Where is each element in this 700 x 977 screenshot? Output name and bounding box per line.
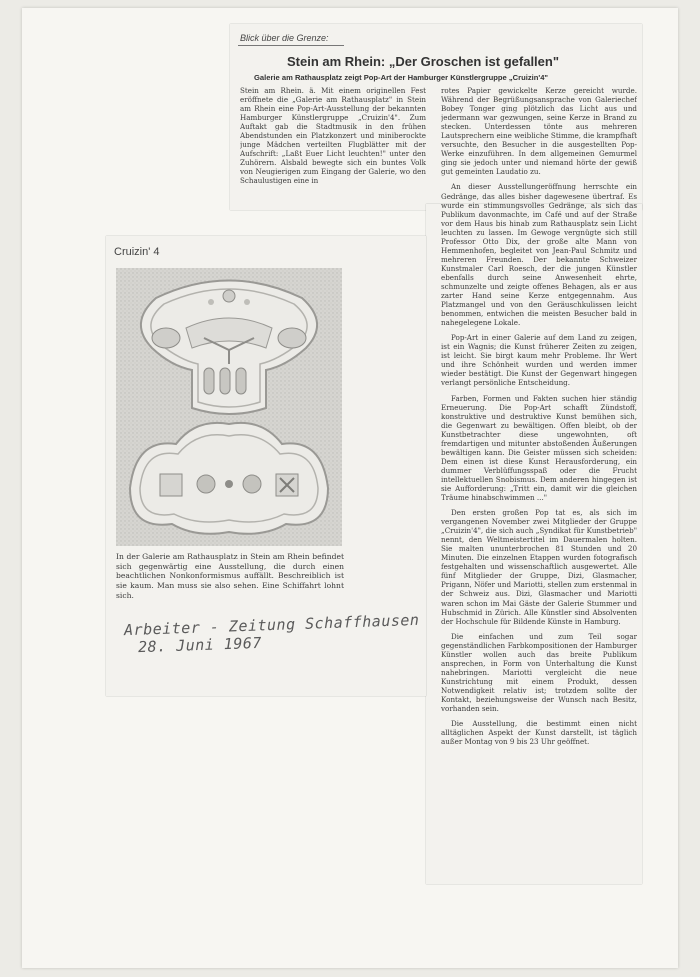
article-paragraph: An dieser Ausstellungeröffnung herrschte ein Gedränge, das alles bisher dagewesene übertraf. Es wurde ein stimmungsvolles Gedränge, als sich das Publikum davonmachte, im Café und auf der Straße vor dem Haus bis hinab zum Rathausplatz sein Licht leuchten zu lassen. Im Gewoge vergnügte sich still Professor Otto Dix, der große alte Mann von Hemmenhofen, begleitet von Jean-Paul Schmitz und mehreren Freunden. Der bekannte Schweizer Kunstmaler Carl Roesch, der die jungen Künstler ebenfalls durch seine Anwesenheit ehrte, schmunzelte und zeigte offenes Behagen, als er aus zarter Hand seine Kerze entgegennahm. Aus Platzmangel und von den Geräuschkulissen leicht benommen, entwichen die meisten Besucher bald in nahegelegene Lokale. [441, 182, 637, 328]
figure-caption: In der Galerie am Rathausplatz in Stein am Rhein befindet sich gegenwärtig eine Ausstellung, die durch einen beachtlichen Nonkonformismus auffällt. Beschreiblich ist sie kaum. Man muss sie also sehen. Eine Schiffahrt lohnt sich. [116, 552, 344, 600]
article-paragraph: Den ersten großen Pop tat es, als sich im vergangenen November zwei Mitglieder der Gruppe „Cruizin'4", die sich auch „Syndikat für Kunstbetrieb" nennt, den Weltmeistertitel im Dauermalen holten. Sie malten ununterbrochen 81 Stunden und 20 Minuten. Die einzelnen Etappen wurden fotografisch festgehalten und wissenschaftlich ausgewertet. Alle fünf Mitglieder der Gruppe, Dizi, Glasmacher, Prigann, Nöfer und Mariotti, stellen zum erstenmal in der Schweiz aus. Dizi, Glasmacher und Mariotti waren schon im Mai Gäste der Galerie Stummer und Hubschmid in Zürich. Alle Künstler sind Absolventen der Hochschule für Bildende Künste in Hamburg. [441, 508, 637, 626]
artwork-illustration [116, 268, 342, 546]
handwritten-source-line-1: Arbeiter - Zeitung Schaffhausen [123, 610, 420, 640]
artwork-photo [116, 268, 342, 546]
article-column-2 [441, 86, 637, 878]
article-paragraph: Die Ausstellung, die bestimmt einen nicht alltäglichen Aspekt der Kunst darstellt, ist täglich außer Montag von 9 bis 23 Uhr geöffnet. [441, 719, 637, 747]
article-kicker: Blick über die Grenze: [240, 33, 329, 43]
figure-label: Cruizin' 4 [114, 246, 160, 258]
kicker-rule [238, 45, 344, 46]
article-subheadline: Galerie am Rathausplatz zeigt Pop-Art der Hamburger Künstlergruppe „Cruizin'4" [254, 73, 549, 82]
article-paragraph: rotes Papier gewickelte Kerze gereicht wurde. Während der Begrüßungsansprache von Galeriechef Bobey Tonger ging plötzlich das Licht aus und jedermann war gezwungen, seine Kerze in Brand zu stecken. Unterdessen tönte aus mehreren Lautsprechern eine weibliche Stimme, die krampfhaft versuchte, den Besucher in die ausgestellten Pop-Werke einzuführen. In dem allgemeinen Gemurmel ging sie jedoch unter und niemand hörte der gewiß gut gemeinten Laudatio zu. [441, 86, 637, 177]
article-paragraph: Stein am Rhein. ä. Mit einem originellen Fest eröffnete die „Galerie am Rathausplatz" in Stein am Rhein eine Pop-Art-Ausstellung der bekannten Hamburger Künstlergruppe „Cruizin'4". Zum Auftakt gab die Stadtmusik in den frühen Abendstunden ein Platzkonzert und miniberockte junge Mädchen verteilten Flugblätter mit der Aufschrift: „Laßt Euer Licht leuchten!" unter den Zuhörern. Alsbald bewegte sich ein buntes Volk von Neugierigen zum Eingang der Galerie, wo den Schaulustigen eine in [240, 86, 426, 186]
article-paragraph: Die einfachen und zum Teil sogar gegenständlichen Farbkompositionen der Hamburger Künstler wollen auch das breite Publikum ansprechen, in Form von Unterhaltung die Kunst nahebringen. Mariotti vergleicht die neue Kunstrichtung mit einem Produkt, dessen Notwendigkeit relativ ist; trotzdem sollte der Kontakt, beziehungsweise der Wunsch nach Besitz, vorhanden sein. [441, 631, 637, 714]
article-paragraph: Pop-Art in einer Galerie auf dem Land zu zeigen, ist ein Wagnis; die Kunst früherer Zeiten zu zeigen, ist leicht. Sie birgt kaum mehr Probleme. Ihr Wert und ihre Schönheit wurden und werden immer wieder bestätigt. Die Kunst der Gegenwart hingegen verlangt persönliche Entscheidung. [441, 333, 637, 388]
article-paragraph: Farben, Formen und Fakten suchen hier ständig Erneuerung. Die Pop-Art schafft Zündstoff, konstruktive und destruktive Kunst bemühen sich, die Gegenwart zu bewältigen. Offen bleibt, ob der Kunstbetrachter diese ungewohnten, oft fremdartigen und mitunter abstoßenden Äußerungen bewältigen kann. Die Geister müssen sich scheiden: Dem einen ist diese Kunst Herausforderung, ein dummer Verblüffungsspaß oder die Frucht intellektuellen Snobismus. Dem anderen hingegen ist sie Aufforderung: „Tritt ein, damit wir die gleichen Träume hinabschwimmen ..." [441, 393, 637, 503]
article-headline: Stein am Rhein: „Der Groschen ist gefallen" [287, 54, 560, 69]
handwritten-source-line-2: 28. Juni 1967 [137, 633, 263, 657]
article-column-1 [240, 86, 426, 204]
